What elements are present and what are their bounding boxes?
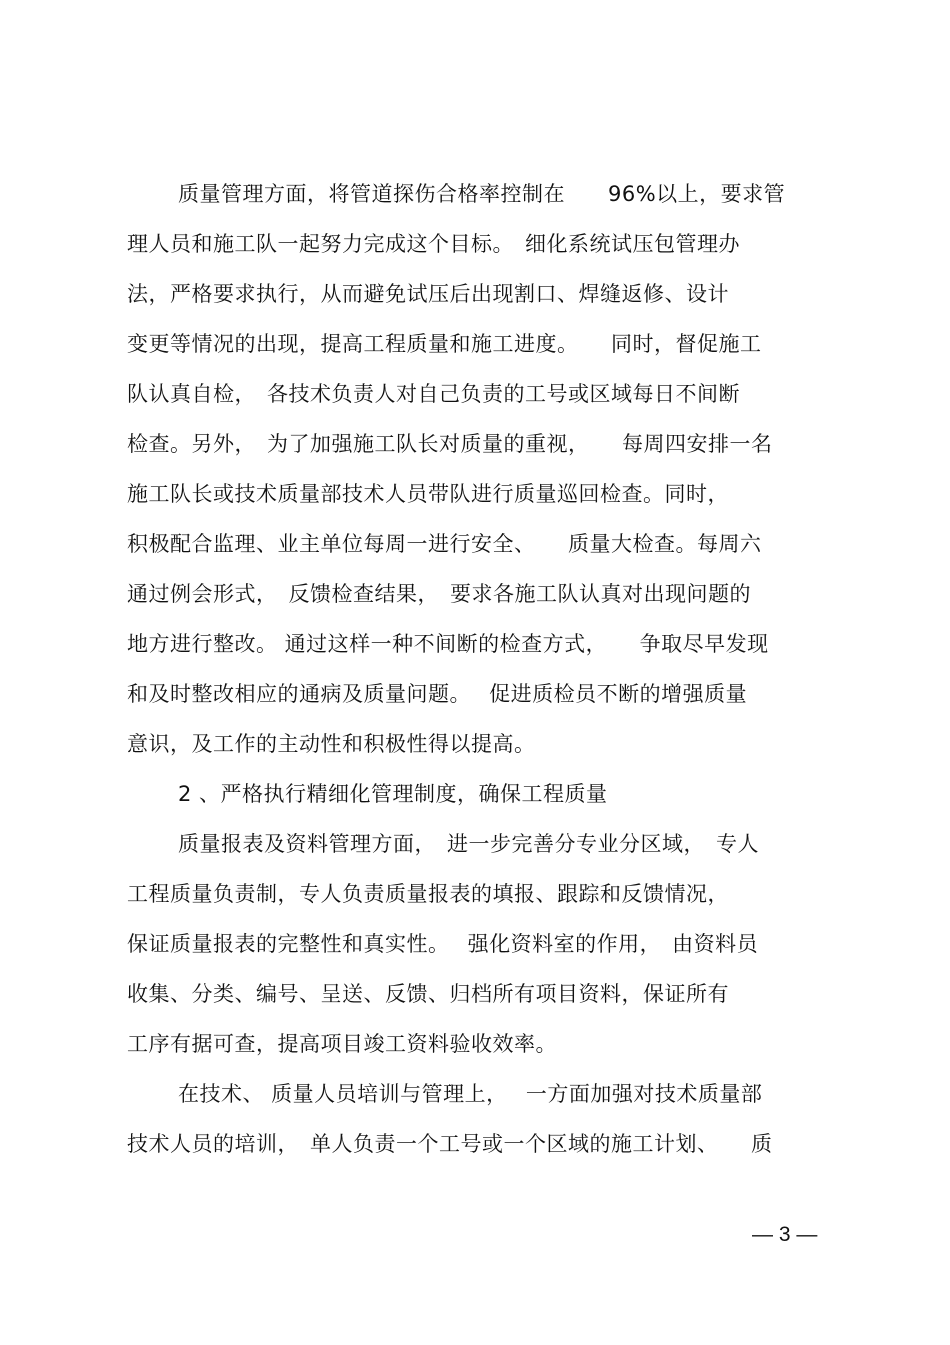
paragraph-line: 技术人员的培训， 单人负责一个工号或一个区域的施工计划、 质 — [127, 1132, 773, 1156]
paragraph-line: 在技术、 质量人员培训与管理上， 一方面加强对技术质量部 — [178, 1082, 763, 1106]
paragraph-line: 通过例会形式， 反馈检查结果， 要求各施工队认真对出现问题的 — [127, 582, 751, 606]
paragraph-line: 地方进行整改。 通过这样一种不间断的检查方式， 争取尽早发现 — [127, 632, 769, 656]
paragraph-line: 法，严格要求执行，从而避免试压后出现割口、焊缝返修、设计 — [127, 282, 729, 306]
paragraph-line: 保证质量报表的完整性和真实性。 强化资料室的作用， 由资料员 — [127, 932, 759, 956]
paragraph-line: 工序有据可查，提高项目竣工资料验收效率。 — [127, 1032, 557, 1056]
section-heading: 2 、严格执行精细化管理制度，确保工程质量 — [178, 782, 608, 806]
paragraph-line: 理人员和施工队一起努力完成这个目标。 细化系统试压包管理办 — [127, 232, 740, 256]
paragraph-line: 和及时整改相应的通病及质量问题。 促进质检员不断的增强质量 — [127, 682, 748, 706]
paragraph-line: 变更等情况的出现，提高工程质量和施工进度。 同时，督促施工 — [127, 332, 762, 356]
paragraph-line: 意识，及工作的主动性和积极性得以提高。 — [127, 732, 536, 756]
paragraph-line: 质量管理方面，将管道探伤合格率控制在 96%以上，要求管 — [178, 182, 786, 206]
paragraph-line: 质量报表及资料管理方面， 进一步完善分专业分区域， 专人 — [178, 832, 759, 856]
paragraph-line: 队认真自检， 各技术负责人对自己负责的工号或区域每日不间断 — [127, 382, 740, 406]
page-number: — 3 — — [752, 1223, 818, 1246]
paragraph-line: 积极配合监理、业主单位每周一进行安全、 质量大检查。每周六 — [127, 532, 762, 556]
paragraph-line: 收集、分类、编号、呈送、反馈、归档所有项目资料，保证所有 — [127, 982, 729, 1006]
paragraph-line: 检查。另外， 为了加强施工队长对质量的重视， 每周四安排一名 — [127, 432, 773, 456]
paragraph-line: 工程质量负责制，专人负责质量报表的填报、跟踪和反馈情况， — [127, 882, 729, 906]
paragraph-line: 施工队长或技术质量部技术人员带队进行质量巡回检查。同时， — [127, 482, 729, 506]
